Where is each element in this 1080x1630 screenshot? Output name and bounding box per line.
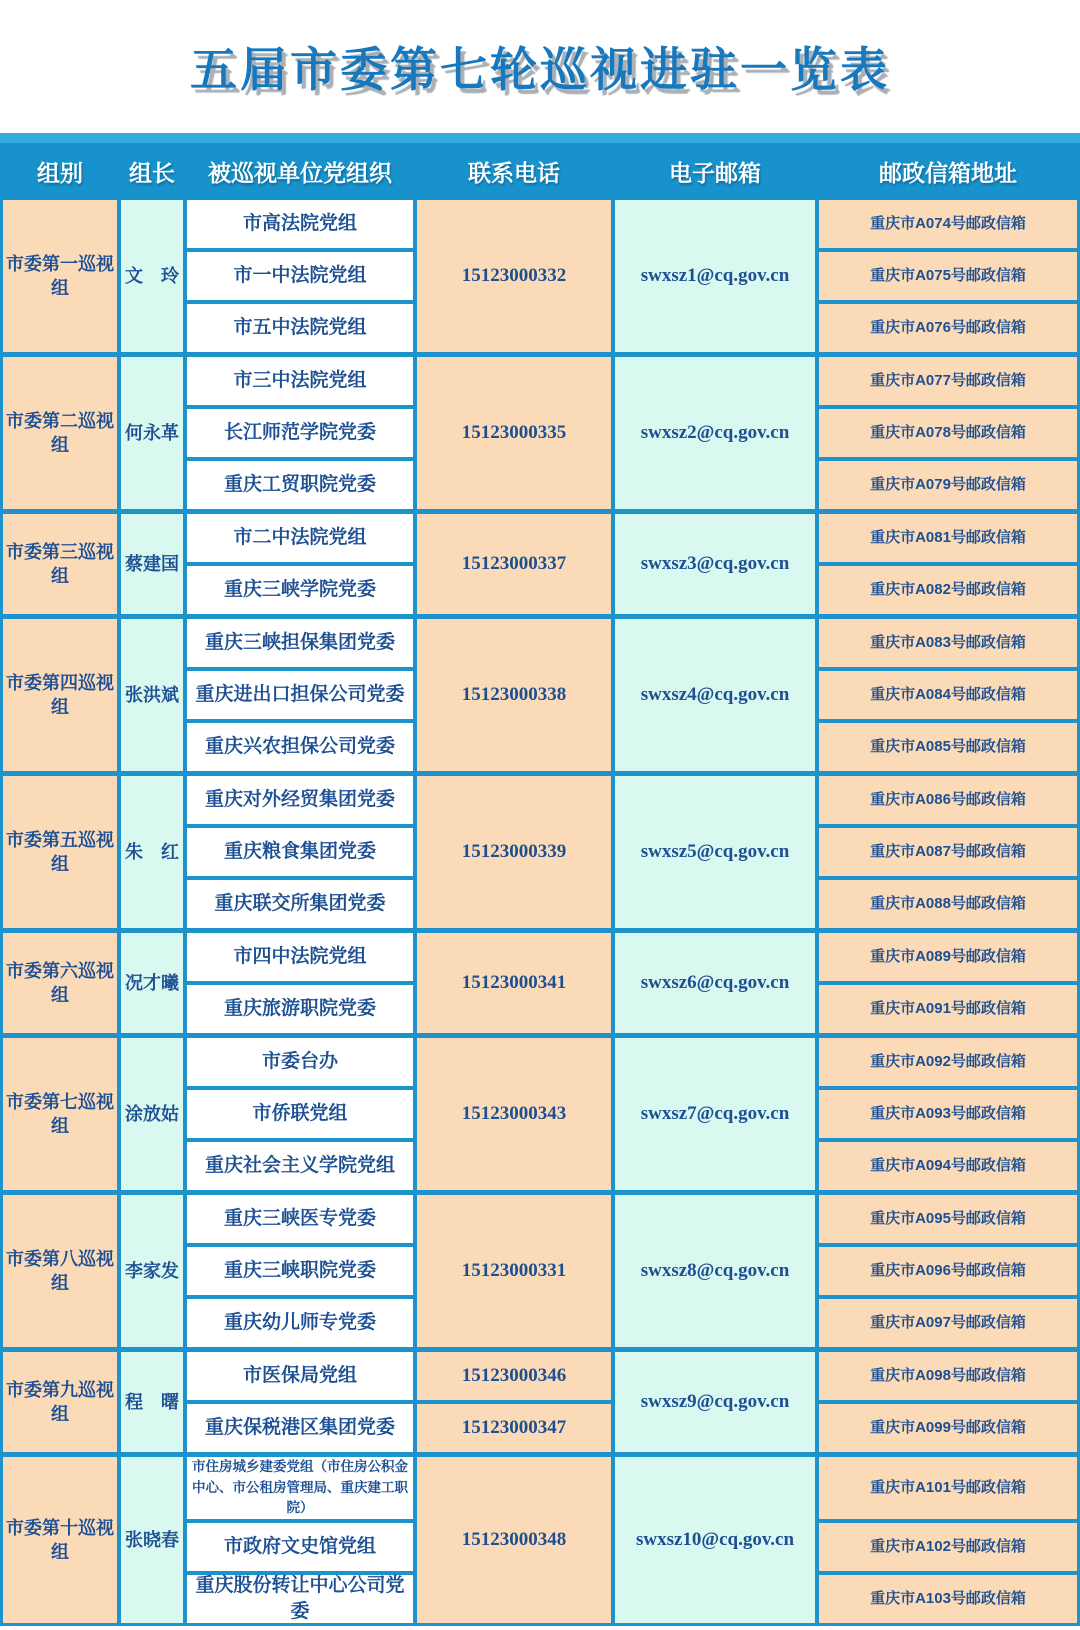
address-cell: 重庆市A092号邮政信箱 — [819, 1038, 1077, 1086]
address-cell: 重庆市A091号邮政信箱 — [819, 985, 1077, 1033]
leader-cell: 李家发 — [121, 1195, 183, 1347]
address-cell: 重庆市A089号邮政信箱 — [819, 933, 1077, 981]
group-cell: 市委第七巡视组 — [3, 1038, 117, 1190]
leader-cell: 何永革 — [121, 357, 183, 509]
address-cell: 重庆市A075号邮政信箱 — [819, 252, 1077, 300]
unit-cell: 市侨联党组 — [187, 1090, 413, 1138]
address-cell: 重庆市A078号邮政信箱 — [819, 409, 1077, 457]
column-header-1: 组别 — [37, 160, 83, 186]
unit-cell: 重庆三峡医专党委 — [187, 1195, 413, 1243]
column-header-3: 被巡视单位党组织 — [208, 160, 392, 186]
group-row — [3, 1352, 1077, 1452]
group-row — [3, 357, 1077, 509]
address-cell: 重庆市A082号邮政信箱 — [819, 566, 1077, 614]
email-cell: swxsz5@cq.gov.cn — [615, 776, 815, 928]
group-cell: 市委第六巡视组 — [3, 933, 117, 1033]
address-cell: 重庆市A101号邮政信箱 — [819, 1457, 1077, 1519]
unit-cell: 长江师范学院党委 — [187, 409, 413, 457]
unit-cell: 重庆工贸职院党委 — [187, 461, 413, 509]
email-cell: swxsz4@cq.gov.cn — [615, 619, 815, 771]
group-row — [3, 1195, 1077, 1347]
group-cell: 市委第十巡视组 — [3, 1457, 117, 1623]
leader-cell: 蔡建国 — [121, 514, 183, 614]
table-header-row — [0, 143, 1080, 200]
address-cell: 重庆市A085号邮政信箱 — [819, 723, 1077, 771]
leader-cell: 张晓春 — [121, 1457, 183, 1623]
email-cell: swxsz8@cq.gov.cn — [615, 1195, 815, 1347]
group-cell: 市委第四巡视组 — [3, 619, 117, 771]
unit-cell: 重庆保税港区集团党委 — [187, 1404, 413, 1452]
unit-cell: 市五中法院党组 — [187, 304, 413, 352]
phone-cell: 15123000348 — [417, 1457, 611, 1623]
unit-cell: 市高法院党组 — [187, 200, 413, 248]
phone-cell: 15123000346 — [417, 1352, 611, 1400]
phone-cell: 15123000337 — [417, 514, 611, 614]
leader-cell: 文 玲 — [121, 200, 183, 352]
unit-cell: 市一中法院党组 — [187, 252, 413, 300]
table-body — [0, 200, 1080, 1626]
phone-cell: 15123000339 — [417, 776, 611, 928]
email-cell: swxsz6@cq.gov.cn — [615, 933, 815, 1033]
header-top-strip — [0, 133, 1080, 143]
unit-cell: 重庆股份转让中心公司党委 — [187, 1575, 413, 1623]
leader-cell: 朱 红 — [121, 776, 183, 928]
address-cell: 重庆市A103号邮政信箱 — [819, 1575, 1077, 1623]
unit-cell: 重庆旅游职院党委 — [187, 985, 413, 1033]
inspection-table — [0, 143, 1080, 1626]
address-cell: 重庆市A077号邮政信箱 — [819, 357, 1077, 405]
email-cell: swxsz2@cq.gov.cn — [615, 357, 815, 509]
group-cell: 市委第九巡视组 — [3, 1352, 117, 1452]
leader-cell: 程 曙 — [121, 1352, 183, 1452]
phone-cell: 15123000335 — [417, 357, 611, 509]
phone-cell: 15123000331 — [417, 1195, 611, 1347]
phone-cell: 15123000347 — [417, 1404, 611, 1452]
unit-cell: 重庆对外经贸集团党委 — [187, 776, 413, 824]
leader-cell: 况才曦 — [121, 933, 183, 1033]
email-cell: swxsz7@cq.gov.cn — [615, 1038, 815, 1190]
address-cell: 重庆市A084号邮政信箱 — [819, 671, 1077, 719]
phone-cell: 15123000332 — [417, 200, 611, 352]
group-row — [3, 776, 1077, 928]
unit-cell: 市住房城乡建委党组（市住房公积金中心、市公租房管理局、重庆建工职院） — [187, 1457, 413, 1519]
unit-cell: 重庆联交所集团党委 — [187, 880, 413, 928]
unit-cell: 重庆粮食集团党委 — [187, 828, 413, 876]
email-cell: swxsz10@cq.gov.cn — [615, 1457, 815, 1623]
unit-cell: 重庆幼儿师专党委 — [187, 1299, 413, 1347]
email-cell: swxsz9@cq.gov.cn — [615, 1352, 815, 1452]
address-cell: 重庆市A095号邮政信箱 — [819, 1195, 1077, 1243]
address-cell: 重庆市A081号邮政信箱 — [819, 514, 1077, 562]
unit-cell: 重庆进出口担保公司党委 — [187, 671, 413, 719]
column-header-6: 邮政信箱地址 — [879, 160, 1017, 186]
unit-cell: 重庆社会主义学院党组 — [187, 1142, 413, 1190]
unit-cell: 市四中法院党组 — [187, 933, 413, 981]
group-row — [3, 1038, 1077, 1190]
address-cell: 重庆市A093号邮政信箱 — [819, 1090, 1077, 1138]
group-cell: 市委第二巡视组 — [3, 357, 117, 509]
group-row — [3, 933, 1077, 1033]
address-cell: 重庆市A096号邮政信箱 — [819, 1247, 1077, 1295]
column-header-5: 电子邮箱 — [669, 160, 761, 186]
email-cell: swxsz1@cq.gov.cn — [615, 200, 815, 352]
unit-cell: 重庆兴农担保公司党委 — [187, 723, 413, 771]
email-cell: swxsz3@cq.gov.cn — [615, 514, 815, 614]
group-cell: 市委第八巡视组 — [3, 1195, 117, 1347]
group-row — [3, 1457, 1077, 1623]
address-cell: 重庆市A086号邮政信箱 — [819, 776, 1077, 824]
phone-cell: 15123000338 — [417, 619, 611, 771]
title-bar — [0, 0, 1080, 133]
unit-cell: 市委台办 — [187, 1038, 413, 1086]
address-cell: 重庆市A099号邮政信箱 — [819, 1404, 1077, 1452]
address-cell: 重庆市A087号邮政信箱 — [819, 828, 1077, 876]
leader-cell: 涂放姑 — [121, 1038, 183, 1190]
address-cell: 重庆市A102号邮政信箱 — [819, 1523, 1077, 1571]
column-header-4: 联系电话 — [468, 160, 560, 186]
group-row — [3, 200, 1077, 352]
address-cell: 重庆市A083号邮政信箱 — [819, 619, 1077, 667]
address-cell: 重庆市A088号邮政信箱 — [819, 880, 1077, 928]
group-cell: 市委第一巡视组 — [3, 200, 117, 352]
phone-cell: 15123000341 — [417, 933, 611, 1033]
address-cell: 重庆市A079号邮政信箱 — [819, 461, 1077, 509]
group-row — [3, 619, 1077, 771]
unit-cell: 市医保局党组 — [187, 1352, 413, 1400]
address-cell: 重庆市A094号邮政信箱 — [819, 1142, 1077, 1190]
unit-cell: 重庆三峡担保集团党委 — [187, 619, 413, 667]
group-row — [3, 514, 1077, 614]
unit-cell: 市政府文史馆党组 — [187, 1523, 413, 1571]
page-title: 五届市委第七轮巡视进驻一览表 — [190, 43, 890, 96]
unit-cell: 重庆三峡职院党委 — [187, 1247, 413, 1295]
unit-cell: 市三中法院党组 — [187, 357, 413, 405]
phone-cell: 15123000343 — [417, 1038, 611, 1190]
group-cell: 市委第三巡视组 — [3, 514, 117, 614]
group-cell: 市委第五巡视组 — [3, 776, 117, 928]
column-header-2: 组长 — [129, 160, 175, 186]
address-cell: 重庆市A074号邮政信箱 — [819, 200, 1077, 248]
unit-cell: 市二中法院党组 — [187, 514, 413, 562]
leader-cell: 张洪斌 — [121, 619, 183, 771]
address-cell: 重庆市A076号邮政信箱 — [819, 304, 1077, 352]
unit-cell: 重庆三峡学院党委 — [187, 566, 413, 614]
address-cell: 重庆市A098号邮政信箱 — [819, 1352, 1077, 1400]
address-cell: 重庆市A097号邮政信箱 — [819, 1299, 1077, 1347]
